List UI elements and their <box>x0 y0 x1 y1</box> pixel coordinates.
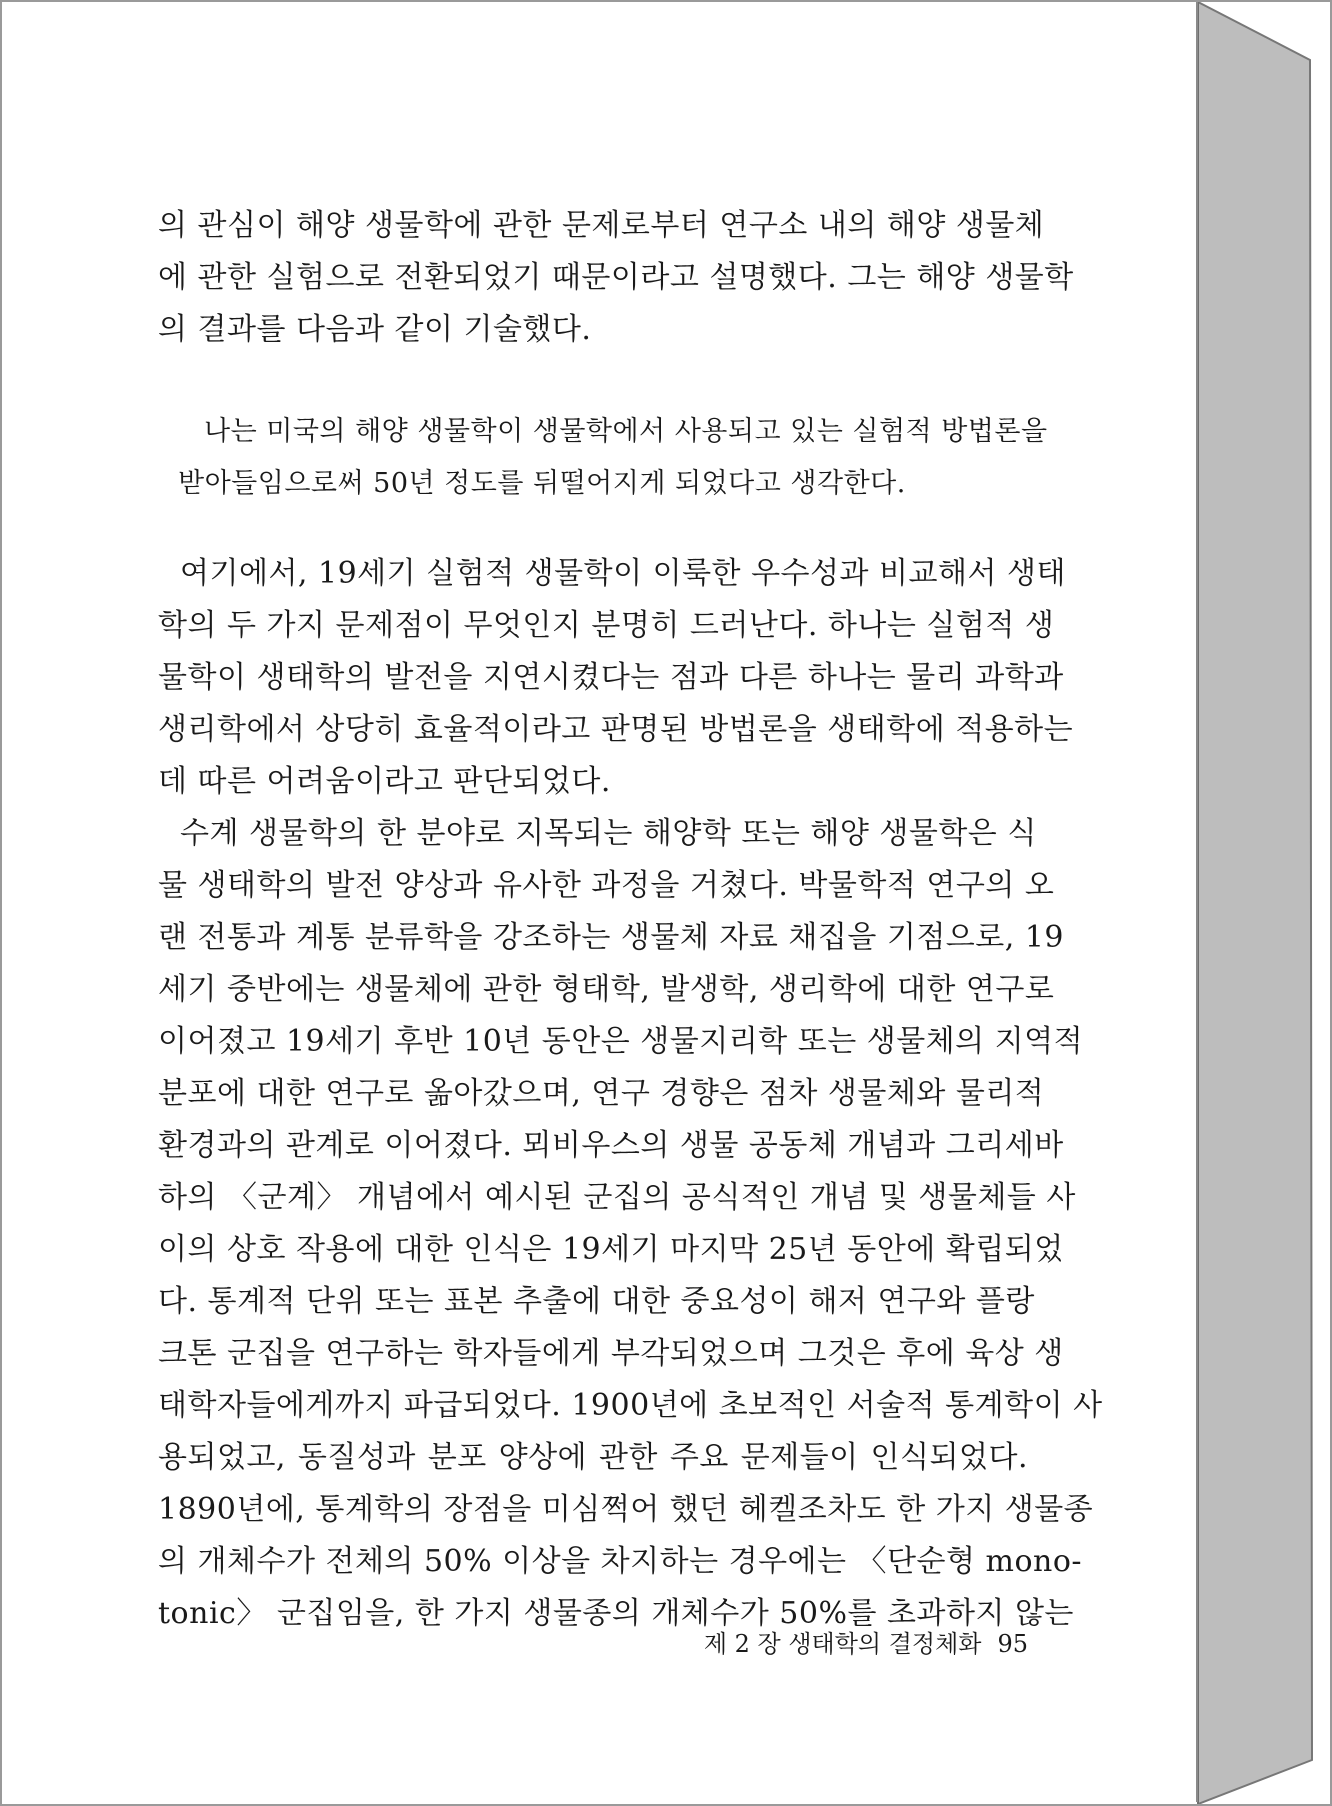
text-line: 물학이 생태학의 발전을 지연시켰다는 점과 다른 하나는 물리 과학과 <box>158 660 1064 695</box>
page-footer <box>702 1624 1028 1664</box>
text-line: tonic〉 군집임을, 한 가지 생물종의 개체수가 50%를 초과하지 않는 <box>158 1596 1074 1631</box>
text-line: 데 따른 어려움이라고 판단되었다. <box>158 764 611 799</box>
text-line: 분포에 대한 연구로 옮아갔으며, 연구 경향은 점차 생물체와 물리적 <box>158 1076 1045 1111</box>
text-line: 다. 통계적 단위 또는 표본 추출에 대한 중요성이 해저 연구와 플랑 <box>158 1284 1035 1319</box>
page-number: 95 <box>997 1630 1028 1658</box>
text-line: 수계 생물학의 한 분야로 지목되는 해양학 또는 해양 생물학은 식 <box>180 816 1037 851</box>
book-page <box>2 2 1198 1802</box>
text-line: 물 생태학의 발전 양상과 유사한 과정을 거쳤다. 박물학적 연구의 오 <box>158 868 1055 903</box>
paragraph-1 <box>158 200 1074 356</box>
paragraph-2 <box>158 548 1074 808</box>
text-line: 하의 〈군계〉 개념에서 예시된 군집의 공식적인 개념 및 생물체들 사 <box>158 1180 1076 1215</box>
text-line: 환경과의 관계로 이어졌다. 뫼비우스의 생물 공동체 개념과 그리세바 <box>158 1128 1064 1163</box>
running-head: 제 2 장 생태학의 결정체화 <box>703 1630 982 1658</box>
text-line: 세기 중반에는 생물체에 관한 형태학, 발생학, 생리학에 대한 연구로 <box>158 972 1055 1007</box>
text-line: 학의 두 가지 문제점이 무엇인지 분명히 드러난다. 하나는 실험적 생 <box>158 608 1055 643</box>
text-line: 태학자들에게까지 파급되었다. 1900년에 초보적인 서술적 통계학이 사 <box>158 1388 1103 1423</box>
text-line: 의 개체수가 전체의 50% 이상을 차지하는 경우에는 〈단순형 mono- <box>158 1544 1083 1579</box>
text-line: 생리학에서 상당히 효율적이라고 판명된 방법론을 생태학에 적용하는 <box>158 712 1074 747</box>
text-line: 용되었고, 동질성과 분포 양상에 관한 주요 문제들이 인식되었다. <box>158 1440 1028 1475</box>
text-line: 크톤 군집을 연구하는 학자들에게 부각되었으며 그것은 후에 육상 생 <box>158 1336 1064 1371</box>
text-line: 이의 상호 작용에 대한 인식은 19세기 마지막 25년 동안에 확립되었 <box>158 1232 1064 1267</box>
paragraph-3 <box>158 808 1103 1640</box>
text-line: 의 결과를 다음과 같이 기술했다. <box>158 312 592 347</box>
text-line: 랜 전통과 계통 분류학을 강조하는 생물체 자료 채집을 기점으로, 19 <box>158 920 1065 955</box>
quote-line: 나는 미국의 해양 생물학이 생물학에서 사용되고 있는 실험적 방법론을 <box>204 416 1048 447</box>
text-line: 의 관심이 해양 생물학에 관한 문제로부터 연구소 내의 해양 생물체 <box>158 208 1045 243</box>
text-line: 여기에서, 19세기 실험적 생물학이 이룩한 우수성과 비교해서 생태 <box>180 556 1066 591</box>
block-quote <box>178 406 1048 510</box>
quote-line: 받아들임으로써 50년 정도를 뒤떨어지게 되었다고 생각한다. <box>178 468 906 499</box>
text-line: 이어졌고 19세기 후반 10년 동안은 생물지리학 또는 생물체의 지역적 <box>158 1024 1084 1059</box>
text-line: 에 관한 실험으로 전환되었기 때문이라고 설명했다. 그는 해양 생물학 <box>158 260 1074 295</box>
text-line: 1890년에, 통계학의 장점을 미심쩍어 했던 헤켈조차도 한 가지 생물종 <box>158 1492 1094 1527</box>
